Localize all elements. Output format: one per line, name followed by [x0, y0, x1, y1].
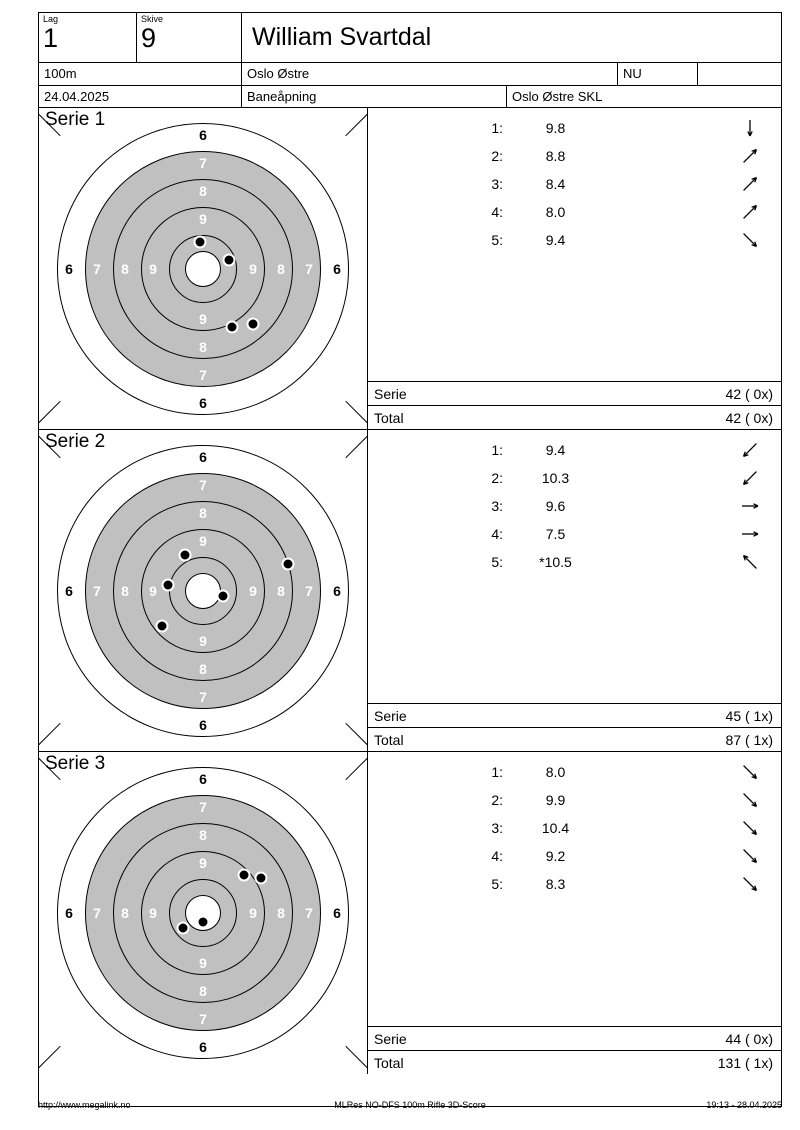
shot-index: 2: — [491, 148, 503, 164]
shot-value: 10.3 — [541, 470, 570, 486]
footer-center-text: MLRes NO-DFS 100m Rifle 3D-Score — [334, 1100, 486, 1110]
total-sum-row — [368, 1050, 781, 1074]
ring-label-bottom-7: 7 — [199, 366, 207, 383]
shot-mark — [255, 871, 268, 884]
page-footer — [38, 1100, 782, 1110]
ring-label-bottom-6: 6 — [199, 1039, 207, 1055]
skive-label: Skive — [141, 14, 164, 24]
ring-label-top-9: 9 — [199, 210, 207, 227]
series-sum-row — [368, 703, 781, 727]
ring-label-bottom-7: 7 — [199, 1011, 207, 1027]
shot-direction-icon — [608, 469, 781, 488]
shot-value: 8.4 — [545, 176, 566, 192]
ring-label-bottom-9: 9 — [199, 955, 207, 971]
extra-value — [698, 63, 781, 85]
ring-label-bottom-6: 6 — [199, 716, 207, 733]
shot-row — [368, 814, 781, 842]
shot-direction-icon — [608, 175, 781, 194]
ring-label-left-7: 7 — [93, 260, 101, 277]
footer-timestamp: 19:13 - 28.04.2025 — [706, 1100, 782, 1110]
series-block — [39, 430, 781, 752]
shot-row — [368, 870, 781, 898]
shot-direction-icon — [608, 791, 781, 810]
ring-label-top-8: 8 — [199, 504, 207, 521]
ring-label-left-9: 9 — [149, 260, 157, 277]
series-sum-value: 42 ( 0x) — [725, 385, 773, 402]
shot-direction-icon — [608, 203, 781, 222]
shot-value: 9.6 — [545, 498, 566, 514]
ring-x — [185, 573, 221, 609]
shot-mark — [197, 915, 210, 928]
ring-label-right-9: 9 — [249, 905, 257, 921]
ring-label-left-8: 8 — [121, 905, 129, 921]
shot-value: 8.0 — [545, 764, 566, 780]
event-value: Baneåpning — [242, 86, 507, 107]
shot-index: 4: — [491, 848, 503, 864]
target-pane — [39, 108, 368, 429]
ring-label-left-7: 7 — [93, 582, 101, 599]
shot-row — [368, 226, 781, 254]
shot-direction-icon — [608, 525, 781, 544]
total-sum-label: Total — [374, 1054, 404, 1071]
shot-index: 3: — [491, 176, 503, 192]
class-value: NU — [618, 63, 698, 85]
series-title: Serie 2 — [45, 431, 106, 452]
shot-row — [368, 436, 781, 464]
skive-value: 9 — [141, 23, 157, 53]
series-sum-label: Serie — [374, 707, 407, 724]
shot-row — [368, 464, 781, 492]
ring-label-left-6: 6 — [65, 905, 73, 921]
ring-label-bottom-8: 8 — [199, 660, 207, 677]
shot-index: 1: — [491, 764, 503, 780]
shot-value: 10.4 — [541, 820, 570, 836]
shot-index: 5: — [491, 554, 503, 570]
shot-mark — [223, 253, 236, 266]
shot-direction-icon — [608, 441, 781, 460]
total-sum-label: Total — [374, 409, 404, 426]
total-sum-value: 131 ( 1x) — [717, 1054, 773, 1071]
distance-value: 100m — [39, 63, 242, 85]
shot-direction-icon — [608, 147, 781, 166]
shot-direction-icon — [608, 553, 781, 572]
target-pane — [39, 752, 368, 1074]
total-sum-row — [368, 727, 781, 751]
shot-value: 9.4 — [545, 442, 566, 458]
ring-label-left-6: 6 — [65, 582, 73, 599]
series-title: Serie 3 — [45, 753, 106, 774]
ring-label-left-9: 9 — [149, 905, 157, 921]
target-pane — [39, 430, 368, 751]
shot-list — [368, 752, 781, 1026]
shot-mark — [281, 558, 294, 571]
series-block — [39, 108, 781, 430]
ring-label-bottom-7: 7 — [199, 688, 207, 705]
target-face — [57, 123, 349, 415]
shooter-name-cell — [242, 13, 781, 62]
ring-label-top-9: 9 — [199, 855, 207, 871]
club-value: Oslo Østre — [242, 63, 618, 85]
ring-label-left-6: 6 — [65, 260, 73, 277]
ring-label-top-6: 6 — [199, 448, 207, 465]
ring-label-right-6: 6 — [333, 260, 341, 277]
shot-value: 9.8 — [545, 120, 566, 136]
total-sum-row — [368, 405, 781, 429]
ring-label-left-7: 7 — [93, 905, 101, 921]
corner-cut-top-right — [345, 108, 367, 130]
ring-label-left-9: 9 — [149, 582, 157, 599]
shooter-name: William Svartdal — [252, 23, 432, 51]
shot-index: 1: — [491, 120, 503, 136]
series-container — [39, 108, 781, 1074]
ring-label-right-7: 7 — [305, 582, 313, 599]
ring-label-top-8: 8 — [199, 182, 207, 199]
footer-url[interactable]: http://www.megalink.no — [38, 1100, 131, 1110]
ring-label-bottom-9: 9 — [199, 310, 207, 327]
ring-label-right-9: 9 — [249, 582, 257, 599]
shot-value: 8.3 — [545, 876, 566, 892]
series-sum-label: Serie — [374, 1030, 407, 1047]
shot-index: 2: — [491, 792, 503, 808]
shot-value: 7.5 — [545, 526, 566, 542]
ring-label-right-7: 7 — [305, 260, 313, 277]
shot-row — [368, 520, 781, 548]
header-row-event — [39, 86, 781, 108]
ring-label-top-7: 7 — [199, 154, 207, 171]
skive-cell — [137, 13, 242, 62]
shot-mark — [217, 590, 230, 603]
ring-label-right-7: 7 — [305, 905, 313, 921]
ring-label-right-8: 8 — [277, 582, 285, 599]
shot-list — [368, 108, 781, 381]
target-face — [57, 767, 349, 1059]
total-sum-value: 42 ( 0x) — [725, 409, 773, 426]
shot-row — [368, 142, 781, 170]
shot-mark — [226, 320, 239, 333]
ring-label-right-8: 8 — [277, 260, 285, 277]
organizer-value: Oslo Østre SKL — [512, 89, 603, 104]
shot-row — [368, 548, 781, 576]
ring-label-right-8: 8 — [277, 905, 285, 921]
ring-label-bottom-6: 6 — [199, 394, 207, 411]
shot-row — [368, 758, 781, 786]
result-sheet — [38, 12, 782, 1107]
lag-label: Lag — [43, 14, 59, 24]
shot-mark — [237, 869, 250, 882]
target-face — [57, 445, 349, 737]
ring-label-top-8: 8 — [199, 827, 207, 843]
lag-value: 1 — [43, 23, 59, 53]
shot-index: 4: — [491, 204, 503, 220]
series-sum-row — [368, 1026, 781, 1050]
series-sum-label: Serie — [374, 385, 407, 402]
total-sum-value: 87 ( 1x) — [725, 731, 773, 748]
series-sum-row — [368, 381, 781, 405]
header-row-venue — [39, 63, 781, 86]
lag-cell — [39, 13, 137, 62]
shot-direction-icon — [608, 231, 781, 250]
ring-x — [185, 251, 221, 287]
shot-index: 5: — [491, 232, 503, 248]
shot-mark — [176, 921, 189, 934]
score-pane — [368, 430, 781, 751]
shot-direction-icon — [608, 119, 781, 138]
shot-row — [368, 492, 781, 520]
ring-label-right-6: 6 — [333, 905, 341, 921]
shot-direction-icon — [608, 819, 781, 838]
shot-direction-icon — [608, 763, 781, 782]
ring-label-bottom-9: 9 — [199, 632, 207, 649]
ring-label-top-7: 7 — [199, 799, 207, 815]
ring-label-bottom-8: 8 — [199, 983, 207, 999]
shot-list — [368, 430, 781, 703]
series-sum-value: 45 ( 1x) — [725, 707, 773, 724]
shot-row — [368, 170, 781, 198]
ring-label-top-6: 6 — [199, 771, 207, 787]
shot-mark — [194, 236, 207, 249]
shot-value: 9.2 — [545, 848, 566, 864]
shot-value: 9.4 — [545, 232, 566, 248]
shot-row — [368, 786, 781, 814]
shot-index: 4: — [491, 526, 503, 542]
score-pane — [368, 108, 781, 429]
shot-value: 9.9 — [545, 792, 566, 808]
ring-label-right-9: 9 — [249, 260, 257, 277]
ring-label-bottom-8: 8 — [199, 338, 207, 355]
series-title: Serie 1 — [45, 109, 106, 130]
shot-value: *10.5 — [539, 554, 572, 570]
shot-direction-icon — [608, 875, 781, 894]
series-block — [39, 752, 781, 1074]
shot-index: 2: — [491, 470, 503, 486]
score-pane — [368, 752, 781, 1074]
ring-label-top-9: 9 — [199, 532, 207, 549]
shot-mark — [179, 549, 192, 562]
ring-label-top-6: 6 — [199, 126, 207, 143]
total-sum-label: Total — [374, 731, 404, 748]
shot-mark — [156, 619, 169, 632]
shot-mark — [161, 578, 174, 591]
shot-direction-icon — [608, 847, 781, 866]
ring-label-right-6: 6 — [333, 582, 341, 599]
shot-index: 5: — [491, 876, 503, 892]
series-sum-value: 44 ( 0x) — [725, 1030, 773, 1047]
date-value: 24.04.2025 — [39, 86, 242, 107]
shot-mark — [246, 317, 259, 330]
shot-index: 3: — [491, 498, 503, 514]
ring-label-left-8: 8 — [121, 260, 129, 277]
shot-index: 1: — [491, 442, 503, 458]
ring-label-top-7: 7 — [199, 476, 207, 493]
shot-row — [368, 198, 781, 226]
header-row-identity — [39, 13, 781, 63]
shot-row — [368, 114, 781, 142]
shot-index: 3: — [491, 820, 503, 836]
corner-cut-top-right — [345, 752, 367, 774]
shot-row — [368, 842, 781, 870]
shot-value: 8.0 — [545, 204, 566, 220]
corner-cut-top-right — [345, 430, 367, 452]
ring-label-left-8: 8 — [121, 582, 129, 599]
shot-value: 8.8 — [545, 148, 566, 164]
shot-direction-icon — [608, 497, 781, 516]
